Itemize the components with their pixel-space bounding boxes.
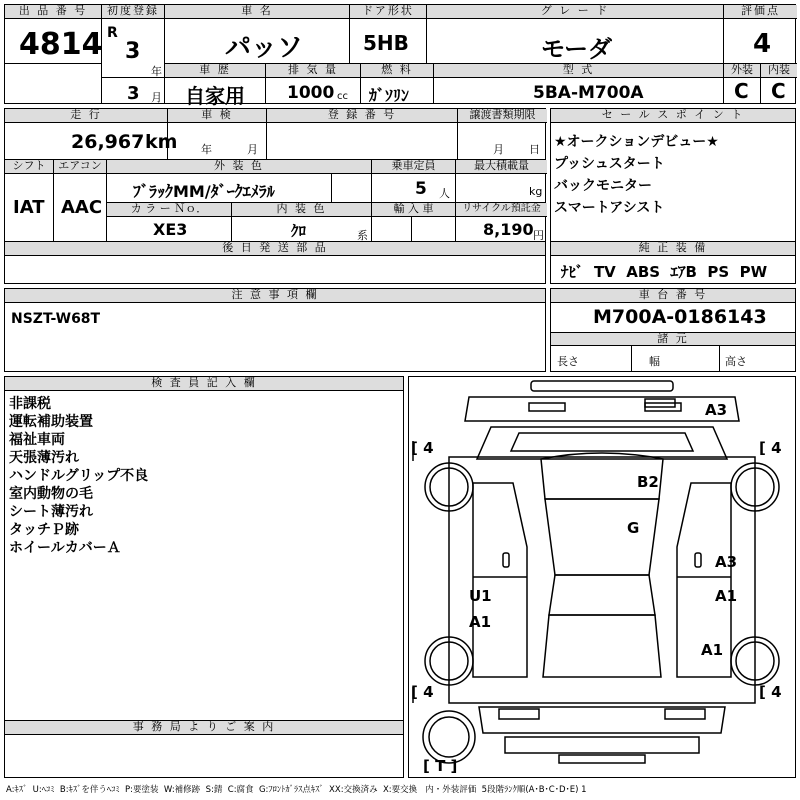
sales-point-item: バックモニター [554,178,652,194]
sales-point-item: プッシュスタート [554,156,665,172]
score-value: 4 [753,29,772,59]
car-outline-diagram [409,377,795,777]
tire-rear-left: [ 4 [411,683,434,701]
score-label: 評価点 [724,5,797,19]
tire-value: 4 [423,683,434,701]
grade-label: グ レ ー ド [427,5,723,19]
tire-front-right: [ 4 [759,439,782,457]
tire-value: 4 [771,683,782,701]
color-no-label: カ ラ ー Ｎｏ． [107,203,231,217]
inspector-note: 室内動物の毛 [9,486,93,502]
fuel-label: 燃 料 [361,64,433,78]
door-label: ドア形状 [350,5,426,19]
inspector-note: 非課税 [9,396,51,412]
tire-value: 4 [771,439,782,457]
fuel-value: ｶﾞｿﾘﾝ [369,86,410,105]
damage-mark: G [627,519,640,537]
ext-color-label: 外 装 色 [107,160,371,174]
damage-mark: A3 [705,401,728,419]
damage-mark: A3 [715,553,738,571]
spec-width: 幅 [649,355,660,368]
first-reg-month-unit: 月 [151,91,162,104]
ext-color-value: ﾌﾞﾗｯｸMM/ﾀﾞｰｸｴﾒﾗﾙ [133,182,275,201]
first-reg-label: 初度登録 [102,5,164,19]
first-reg-year-unit: 年 [151,65,162,78]
later-parts-label: 後 日 発 送 部 品 [5,242,545,256]
shift-label: シフト [5,160,53,174]
capacity-label: 乗車定員 [372,160,455,174]
inspection-month: 月 [247,143,258,156]
door-value: 5HB [363,31,409,55]
vehicle-diagram [408,376,796,778]
inspector-label: 検 査 員 記 入 欄 [5,377,403,391]
inspector-note: シート薄汚れ [9,504,93,520]
damage-mark: U1 [469,587,492,605]
inspector-note: 福祉車両 [9,432,65,448]
caution-block [4,288,546,372]
int-score-value: C [771,79,786,103]
office-label: 事 務 局 よ り ご 案 内 [5,721,403,735]
legend-text: A:ｷｽﾞ U:ﾍｺﾐ B:ｷｽﾞを伴うﾍｺﾐ P:要塗装 W:補修跡 S:錆 C:腐食 G:ﾌﾛﾝﾄｶﾞﾗｽ点ｷｽﾞ XX:交換済み X:要交換 内・外装評価 5段階ﾗﾝｸ順(A･B･C･D･E) 1 [6,785,587,795]
damage-mark: A1 [469,613,492,631]
caution-value: NSZT-W68T [11,311,101,327]
mileage-value: 26,967 [71,131,145,153]
transfer-label: 譲渡書類期限 [458,109,547,123]
aircon-value: AAC [61,197,103,218]
mileage-unit: km [145,131,178,153]
int-score-label: 内装 [761,64,797,78]
chassis-label: 車 台 番 号 [551,289,795,303]
first-reg-year: 3 [125,39,141,64]
equipment-label: 純 正 装 備 [551,242,795,256]
lot-number: 4814 [19,27,103,62]
recycle-label: リサイクル預託金 [456,203,547,217]
specs-label: 諸 元 [551,332,795,346]
car-name-label: 車 名 [165,5,349,19]
inspector-note: 天張薄汚れ [9,450,79,466]
inspection-label: 車 検 [168,109,266,123]
capacity-value: 5 [415,179,427,199]
sales-points-block [550,108,796,242]
car-name-value: パッソ [225,33,304,63]
sales-point-item: スマートアシスト [554,200,665,216]
int-color-unit: 系 [357,229,368,242]
sales-points-label: セ ー ル ス ポ イ ン ト [551,109,795,123]
transfer-month: 月 [493,143,504,156]
reg-no-label: 登 録 番 号 [267,109,457,123]
recycle-unit: 円 [533,229,544,242]
aircon-label: エアコン [54,160,106,174]
inspector-note: タッチＰ跡 [9,522,79,538]
first-reg-month: 3 [127,83,140,104]
chassis-value: M700A-0186143 [593,306,767,328]
tire-rear-right: [ 4 [759,683,782,701]
int-color-value: ｸﾛ [291,222,307,240]
details-block [4,108,546,284]
office-block [4,720,404,778]
import-label: 輸 入 車 [372,203,455,217]
tire-front-left: [ 4 [411,439,434,457]
max-load-label: 最大積載量 [456,160,547,174]
history-value: 自家用 [185,84,245,108]
transfer-day: 日 [529,143,540,156]
spec-length: 長さ [557,355,579,368]
displacement-unit: cc [337,91,348,102]
inspector-note: ハンドルグリップ不良 [9,468,149,484]
spare-value: T [435,757,446,775]
damage-mark: A1 [701,641,724,659]
spare-tire: [ T ] [423,757,458,775]
damage-mark: A1 [715,587,738,605]
damage-mark: B2 [637,473,659,491]
inspection-year: 年 [201,143,212,156]
spec-height: 高さ [725,355,747,368]
sales-point-item: ★オークションデビュー★ [554,134,719,150]
inspector-note: 運転補助装置 [9,414,93,430]
tire-value: 4 [423,439,434,457]
history-label: 車 歴 [165,64,265,78]
capacity-unit: 人 [439,187,450,200]
mileage-label: 走 行 [5,109,167,123]
inspector-note: ホイールカバーＡ [9,540,121,556]
ext-score-label: 外装 [724,64,760,78]
grade-value: モーダ [541,35,613,63]
model-label: 型 式 [434,64,723,78]
color-no-value: XE3 [153,220,188,239]
int-color-label: 内 装 色 [232,203,371,217]
recycle-value: 8,190 [483,220,534,239]
header-block [4,4,796,108]
model-value: 5BA-M700A [533,83,644,103]
first-reg-era: R [107,25,118,41]
ext-score-value: C [734,79,749,103]
chassis-block [550,288,796,372]
equipment-block [550,241,796,284]
caution-label: 注 意 事 項 欄 [5,289,545,303]
inspector-block [4,376,404,722]
shift-value: IAT [13,197,45,218]
max-load-unit: kg [529,185,543,198]
lot-label: 出 品 番 号 [5,5,101,19]
displacement-value: 1000 [287,83,335,103]
equipment-value: ﾅﾋﾞ TV ABS ｴｱB PS PW [561,263,768,281]
displacement-label: 排 気 量 [266,64,360,78]
